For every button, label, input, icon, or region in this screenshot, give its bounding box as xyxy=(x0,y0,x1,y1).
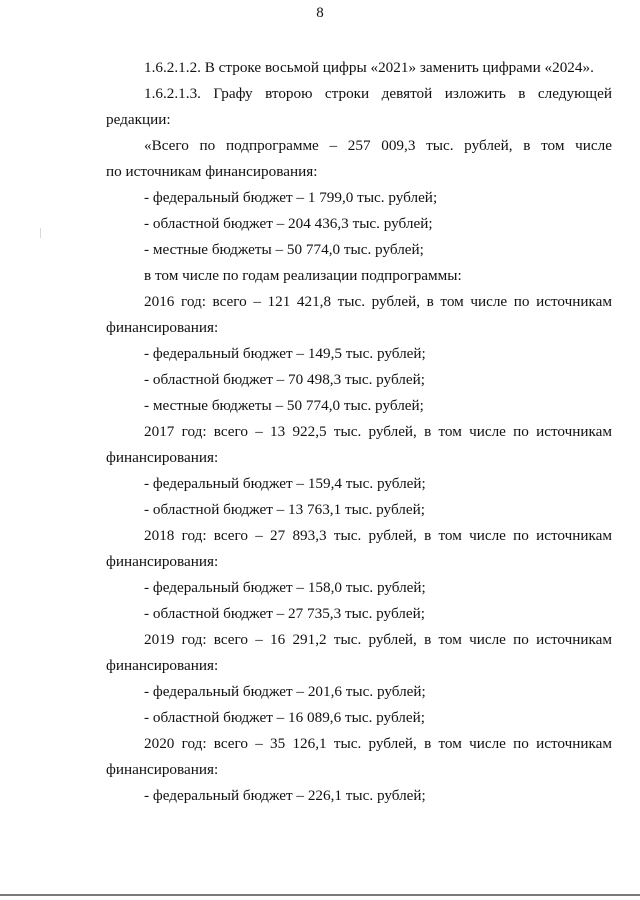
year-2018-total: 2018 год: всего – 27 893,3 тыс. рублей, в том числе по источникам xyxy=(144,527,612,544)
total-line-cont: по источникам финансирования: xyxy=(106,163,318,180)
year-2016-total: 2016 год: всего – 121 421,8 тыс. рублей, в том числе по источникам xyxy=(144,293,612,310)
year-2016-regional: - областной бюджет – 70 498,3 тыс. рублей; xyxy=(144,371,425,388)
year-2018-federal: - федеральный бюджет – 158,0 тыс. рублей; xyxy=(144,579,426,596)
year-2016-total-cont: финансирования: xyxy=(106,319,219,336)
margin-mark xyxy=(40,228,41,238)
year-2018-regional: - областной бюджет – 27 735,3 тыс. рублей; xyxy=(144,605,425,622)
year-2020-total-cont: финансирования: xyxy=(106,761,219,778)
year-2019-total-cont: финансирования: xyxy=(106,657,219,674)
year-2020-total: 2020 год: всего – 35 126,1 тыс. рублей, в том числе по источникам xyxy=(144,735,612,752)
amendment-line-1: 1.6.2.1.2. В строке восьмой цифры «2021» заменить цифрами «2024». xyxy=(144,59,594,76)
amendment-line-2: 1.6.2.1.3. Графу второю строки девятой изложить в следующей xyxy=(144,85,612,102)
total-line: «Всего по подпрограмме – 257 009,3 тыс. рублей, в том числе xyxy=(144,137,612,154)
year-2019-total: 2019 год: всего – 16 291,2 тыс. рублей, в том числе по источникам xyxy=(144,631,612,648)
document-body xyxy=(106,55,612,809)
year-2016-federal: - федеральный бюджет – 149,5 тыс. рублей; xyxy=(144,345,426,362)
year-2017-total-cont: финансирования: xyxy=(106,449,219,466)
year-2017-regional: - областной бюджет – 13 763,1 тыс. рублей; xyxy=(144,501,425,518)
year-2018-total-cont: финансирования: xyxy=(106,553,219,570)
year-2020-federal: - федеральный бюджет – 226,1 тыс. рублей; xyxy=(144,787,426,804)
amendment-line-2-cont: редакции: xyxy=(106,111,171,128)
year-2016-local: - местные бюджеты – 50 774,0 тыс. рублей; xyxy=(144,397,424,414)
year-2019-federal: - федеральный бюджет – 201,6 тыс. рублей; xyxy=(144,683,426,700)
page-bottom-edge xyxy=(0,894,640,896)
total-regional: - областной бюджет – 204 436,3 тыс. рублей; xyxy=(144,215,433,232)
page-number: 8 xyxy=(316,5,324,21)
total-federal: - федеральный бюджет – 1 799,0 тыс. рублей; xyxy=(144,189,438,206)
total-local: - местные бюджеты – 50 774,0 тыс. рублей; xyxy=(144,241,424,258)
year-2017-federal: - федеральный бюджет – 159,4 тыс. рублей; xyxy=(144,475,426,492)
by-years-heading: в том числе по годам реализации подпрограммы: xyxy=(144,267,462,284)
year-2017-total: 2017 год: всего – 13 922,5 тыс. рублей, в том числе по источникам xyxy=(144,423,612,440)
year-2019-regional: - областной бюджет – 16 089,6 тыс. рублей; xyxy=(144,709,425,726)
